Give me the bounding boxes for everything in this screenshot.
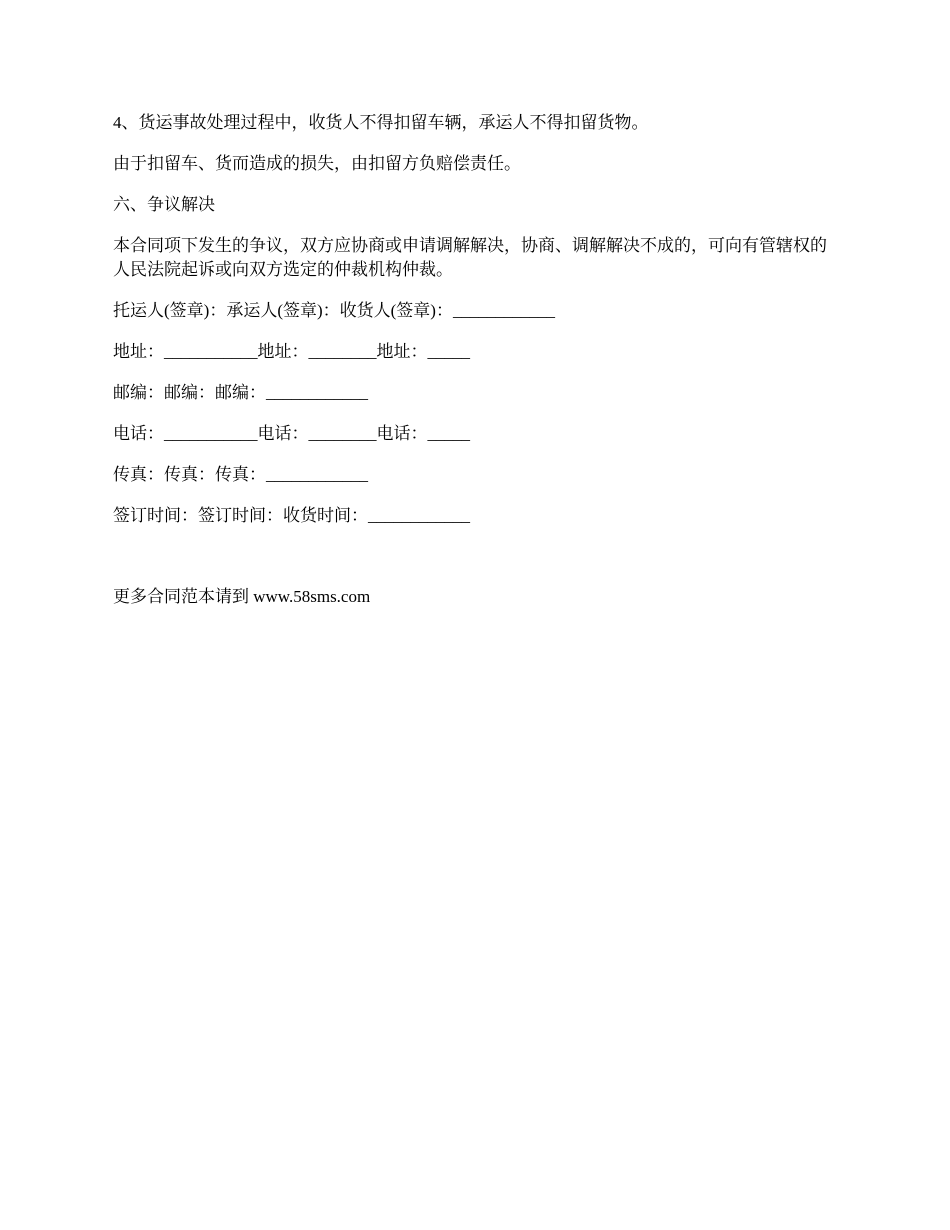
signature-line-fax: 传真：传真：传真：____________ [113, 465, 368, 484]
section-heading-dispute-resolution: 六、争议解决 [113, 195, 215, 214]
signature-line-phone: 电话：___________电话：________电话：_____ [113, 424, 470, 443]
paragraph-detention-liability: 由于扣留车、货而造成的损失，由扣留方负赔偿责任。 [113, 154, 521, 173]
signature-line-address: 地址：___________地址：________地址：_____ [113, 342, 470, 361]
paragraph-cargo-accident: 4、货运事故处理过程中，收货人不得扣留车辆，承运人不得扣留货物。 [113, 113, 649, 132]
document-content [113, 111, 843, 609]
signature-line-parties: 托运人(签章)：承运人(签章)：收货人(签章)：____________ [113, 301, 555, 320]
footer-link-text: 更多合同范本请到 www.58sms.com [113, 587, 371, 606]
spacer [113, 545, 843, 585]
paragraph-dispute-resolution: 本合同项下发生的争议，双方应协商或申请调解解决，协商、调解解决不成的，可向有管辖权的人民法院起诉或向双方选定的仲裁机构仲裁。 [113, 236, 827, 279]
signature-line-postcode: 邮编：邮编：邮编：____________ [113, 383, 368, 402]
signature-line-signing-time: 签订时间：签订时间：收货时间：____________ [113, 506, 470, 525]
